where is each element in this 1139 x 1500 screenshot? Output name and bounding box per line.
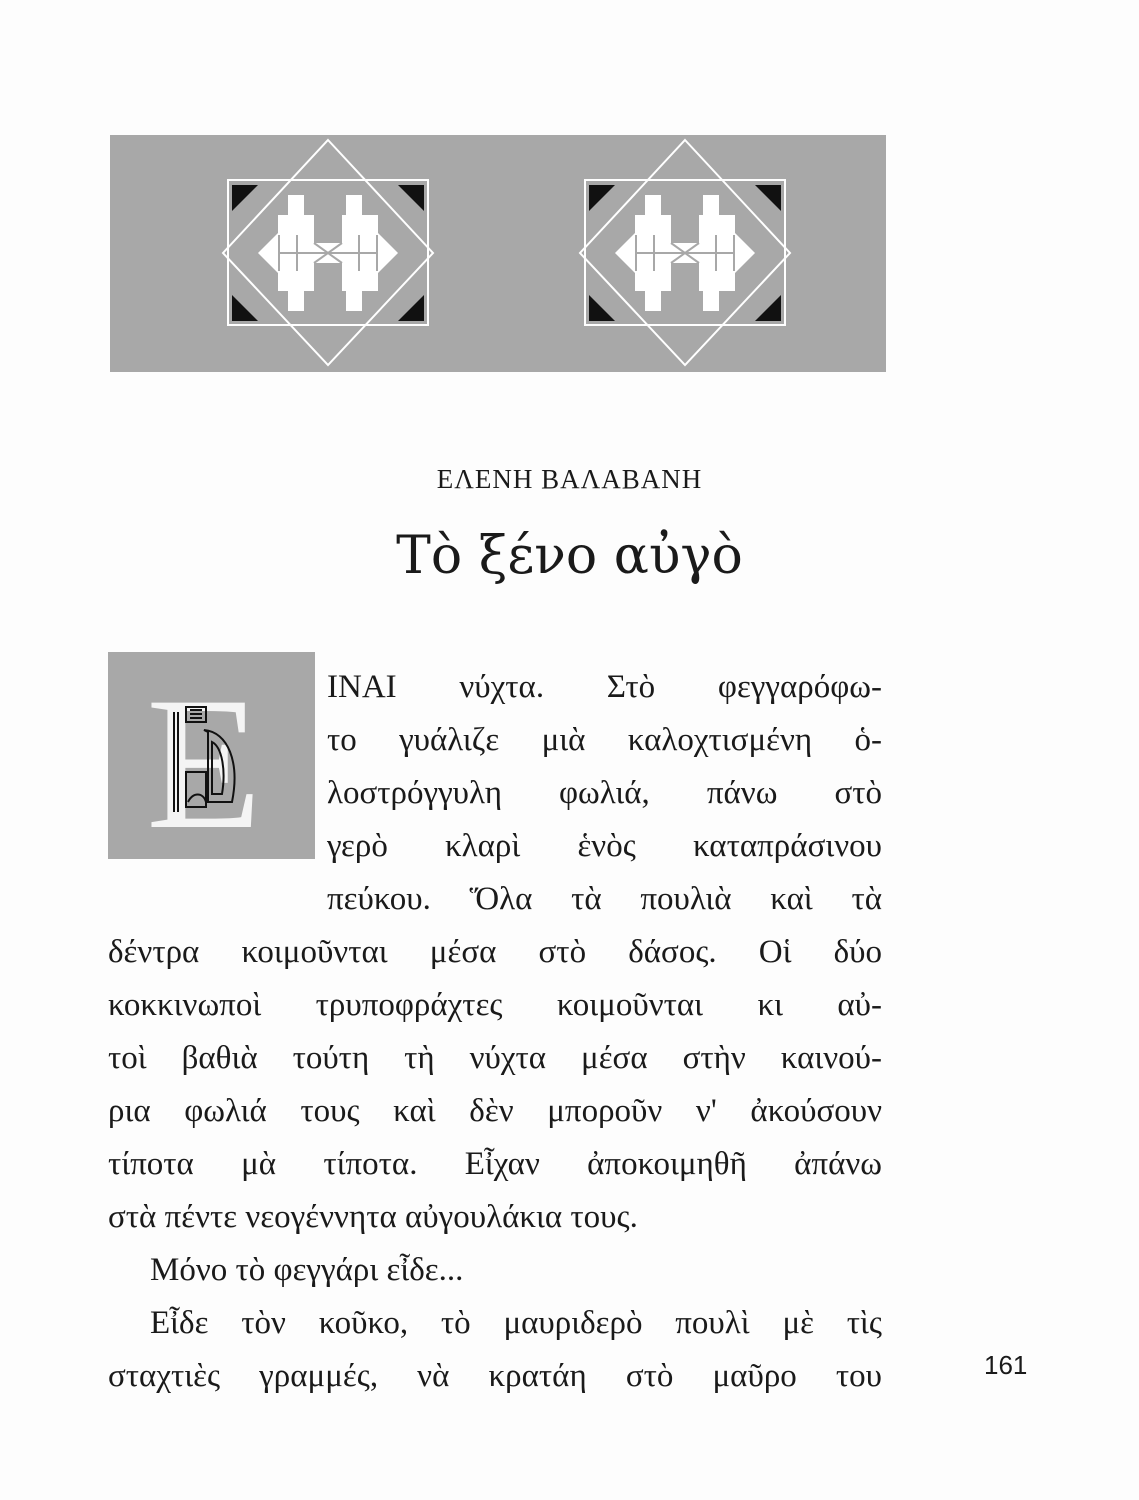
text-line: στὰ πέντε νεογέννητα αὐγουλάκια τους. (108, 1199, 638, 1235)
text-line: τοὶ βαθιὰ τούτη τὴ νύχτα μέσα στὴν καινού- (108, 1040, 882, 1076)
dropcap-glyph: Ε (146, 659, 263, 859)
text-line: λοστρόγγυλη φωλιά, πάνω στὸ (327, 775, 882, 811)
text-line: δέντρα κοιμοῦνται μέσα στὸ δάσος. Οἱ δύο (108, 934, 882, 970)
author-name: ΕΛΕΝΗ ΒΑΛΑΒΑΝΗ (436, 464, 703, 494)
text-line: Εἶδε τὸν κοῦκο, τὸ μαυριδερὸ πουλὶ μὲ τὶς (150, 1305, 882, 1341)
text-line: πεύκου. Ὅλα τὰ πουλιὰ καὶ τὰ (327, 881, 882, 917)
text-line: ΙΝΑΙ νύχτα. Στὸ φεγγαρόφω- (327, 669, 882, 705)
page-number: 161 (984, 1350, 1028, 1380)
text-line: κοκκινωποὶ τρυποφράχτες κοιμοῦνται κι αὐ- (108, 987, 882, 1023)
ornament-motif-left (218, 135, 438, 372)
dropcap-box (108, 652, 315, 859)
ornament-motif-right (575, 135, 795, 372)
text-line: ρια φωλιά τους καὶ δὲν μποροῦν ν' ἀκούσουν (108, 1093, 882, 1129)
text-line: τίποτα μὰ τίποτα. Εἶχαν ἀποκοιμηθῆ ἀπάνω (108, 1146, 882, 1182)
text-line: γερὸ κλαρὶ ἑνὸς καταπράσινου (327, 828, 882, 864)
story-title: Τὸ ξένο αὐγὸ (396, 526, 743, 586)
text-line: Μόνο τὸ φεγγάρι εἶδε... (150, 1252, 464, 1288)
text-line: σταχτιὲς γραμμές, νὰ κρατάη στὸ μαῦρο του (108, 1358, 882, 1394)
ornament-banner (110, 135, 886, 372)
text-line: το γυάλιζε μιὰ καλοχτισμένη ὁ- (327, 722, 882, 758)
dropcap-letter (108, 652, 315, 859)
